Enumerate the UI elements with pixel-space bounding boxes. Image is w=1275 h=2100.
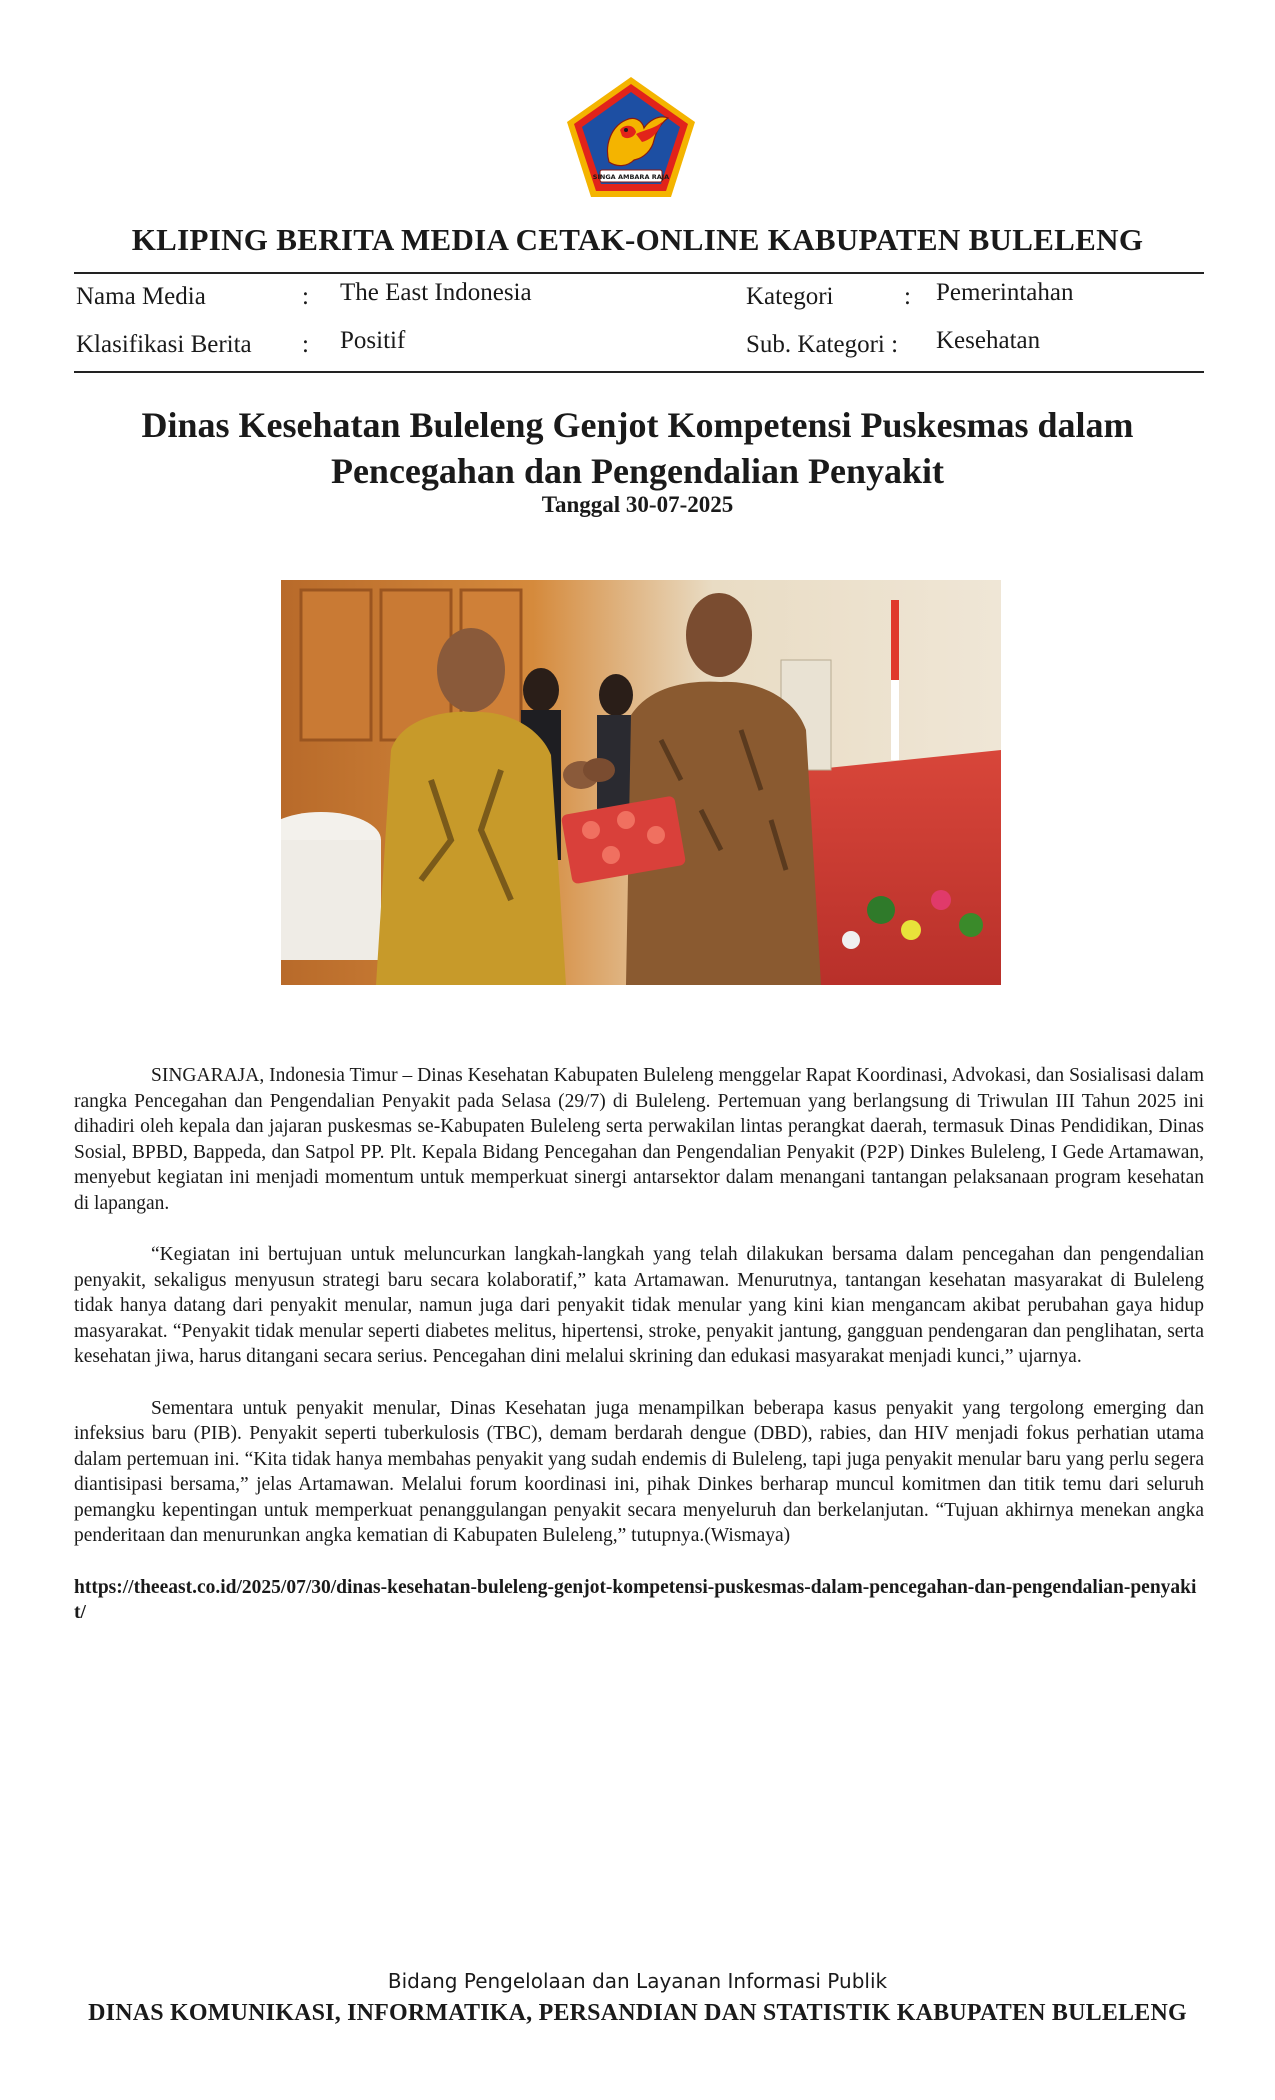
footer-division: Bidang Pengelolaan dan Layanan Informasi Publik [387,1969,888,1993]
media-colon: : [302,283,309,310]
category-colon: : [904,283,911,310]
article-photo [281,580,1001,985]
document-title: KLIPING BERITA MEDIA CETAK-ONLINE KABUPATEN BULELENG [131,222,1144,257]
article-date: Tanggal 30-07-2025 [541,492,734,517]
header-divider-bottom [74,371,1204,373]
classification-label: Klasifikasi Berita [76,331,252,358]
subcategory-value: Kesehatan [936,327,1041,354]
source-url-link[interactable]: https://theeast.co.id/2025/07/30/dinas-kesehatan-buleleng-genjot-kompetensi-puskesmas-dalam-pencegahan-dan-pengendalian-penyakit/ [74,1576,1197,1623]
article-headline [100,402,1175,494]
buleleng-emblem-logo [564,74,698,200]
article-paragraph: SINGARAJA, Indonesia Timur – Dinas Kesehatan Kabupaten Buleleng menggelar Rapat Koordinasi, Advokasi, dan Sosialisasi dalam rangka Pencegahan dan Pengendalian Penyakit pada Selasa (29/7) di Buleleng. Pertemuan yang berlangsung di Triwulan III Tahun 2025 ini dihadiri oleh kepala dan jajaran puskesmas se-Kabupaten Buleleng serta perwakilan lintas perangkat daerah, termasuk Dinas Pendidikan, Dinas Sosial, BPBD, Bappeda, dan Satpol PP. Plt. Kepala Bidang Pencegahan dan Pengendalian Penyakit (P2P) Dinkes Buleleng, I Gede Artamawan, menyebut kegiatan ini menjadi momentum untuk memperkuat sinergi antarsektor dalam menangani tantangan pelaksanaan program kesehatan di lapangan. [74,1065,1204,1214]
footer-agency: DINAS KOMUNIKASI, INFORMATIKA, PERSANDIAN DAN STATISTIK KABUPATEN BULELENG [88,2000,1187,2026]
category-label: Kategori [746,283,834,310]
category-value: Pemerintahan [936,279,1074,306]
headline-line-1: Dinas Kesehatan Buleleng Genjot Kompetensi Puskesmas dalam [141,405,1134,445]
classification-colon: : [302,331,309,358]
article-paragraph: “Kegiatan ini bertujuan untuk meluncurkan langkah-langkah yang telah dilakukan bersama dalam pencegahan dan pengendalian penyakit, sekaligus menyusun strategi baru secara kolaboratif,” kata Artamawan. Menurutnya, tantangan kesehatan masyarakat di Buleleng tidak hanya datang dari penyakit menular, namun juga dari penyakit tidak menular yang kini kian mengancam akibat perubahan gaya hidup masyarakat. “Penyakit tidak menular seperti diabetes melitus, hipertensi, stroke, penyakit jantung, gangguan pendengaran dan penglihatan, serta kesehatan jiwa, harus ditangani secara serius. Pencegahan dini melalui skrining dan edukasi masyarakat menjadi kunci,” ujarnya. [74,1244,1204,1367]
article-paragraph: Sementara untuk penyakit menular, Dinas Kesehatan juga menampilkan beberapa kasus penyakit yang tergolong emerging dan infeksius baru (PIB). Penyakit seperti tuberkulosis (TBC), demam berdarah dengue (DBD), rabies, dan HIV menjadi fokus perhatian utama dalam pertemuan ini. “Kita tidak hanya membahas penyakit yang sudah endemis di Buleleng, tapi juga penyakit menular baru yang perlu segera diantisipasi bersama,” jelas Artamawan. Melalui forum koordinasi ini, pihak Dinkes berharap muncul komitmen dan titik temu dari seluruh pemangku kepentingan untuk memperkuat penanggulangan penyakit secara menyeluruh dan berkelanjutan. “Tujuan akhirnya menekan angka penderitaan dan menurunkan angka kematian di Kabupaten Buleleng,” tutupnya.(Wismaya) [74,1397,1204,1546]
classification-value: Positif [340,327,406,354]
article-body [74,1063,1204,1652]
media-name-value: The East Indonesia [340,279,532,306]
headline-line-2: Pencegahan dan Pengendalian Penyakit [330,451,945,491]
subcategory-label: Sub. Kategori : [746,331,899,358]
header-divider-top [74,272,1204,274]
buleleng-emblem-icon [564,74,698,200]
media-name-label: Nama Media [76,283,206,310]
svg-text:SINGA AMBARA RAJA: SINGA AMBARA RAJA [592,173,670,181]
